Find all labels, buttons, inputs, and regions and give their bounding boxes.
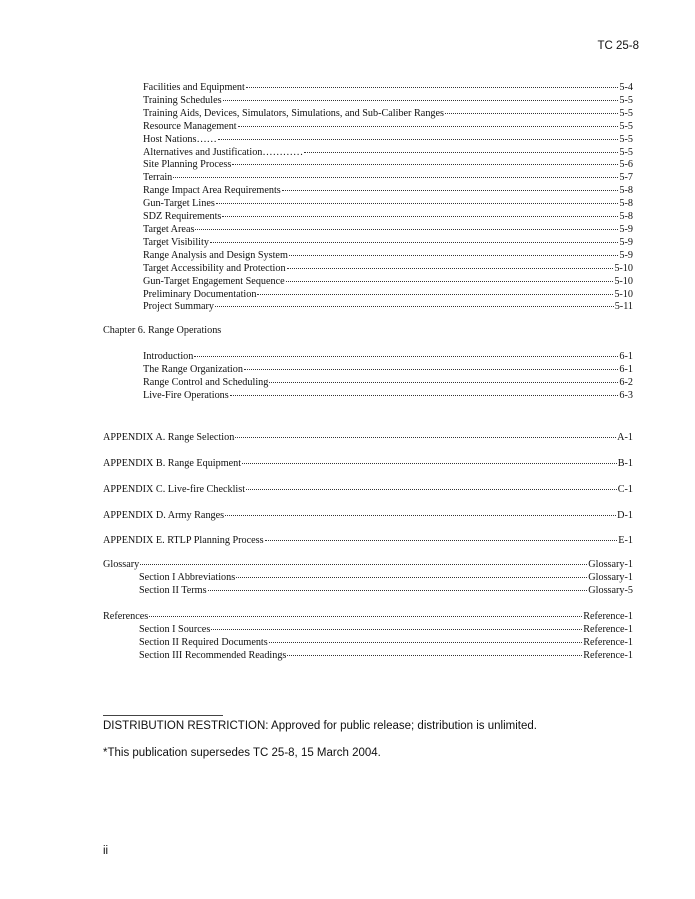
toc-entry[interactable] [143,95,633,108]
document-id: TC 25-8 [597,40,639,52]
dot-leader [215,305,614,307]
toc-entry[interactable] [143,82,633,95]
toc-entry-title: The Range Organization [143,364,243,376]
toc-entry-title: Target Areas [143,223,195,235]
toc-references-section[interactable] [103,650,633,663]
toc-entry-page: 5-7 [619,172,633,184]
toc-entry-title: Site Planning Process [143,159,232,171]
toc-entry[interactable] [143,289,633,302]
toc-entry[interactable] [143,211,633,224]
toc-entry-title: APPENDIX A. Range Selection [103,431,235,443]
toc-entry-page: 5-10 [614,262,633,274]
toc-entry-page: B-1 [617,457,633,469]
toc-entry-title: Range Impact Area Requirements [143,185,281,197]
dot-leader [232,163,618,165]
dot-leader [246,86,619,88]
toc-entry-title: Glossary [103,559,140,571]
toc-entry-page: 5-5 [619,94,633,106]
toc-entry[interactable] [143,108,633,121]
toc-appendix-d[interactable] [103,510,633,523]
toc-entry-page: Glossary-5 [588,585,633,597]
toc-entry[interactable] [143,224,633,237]
dot-leader [289,254,619,256]
toc-entry-page: 5-5 [619,107,633,119]
toc-entry-page: 5-5 [619,133,633,145]
toc-entry-title: Target Accessibility and Protection [143,262,286,274]
dot-leader [282,189,619,191]
toc-entry[interactable] [143,185,633,198]
dot-leader [195,228,618,230]
toc-entry-title: Facilities and Equipment [143,82,245,93]
dot-leader [304,151,618,153]
toc-entry-page: E-1 [618,535,633,547]
dot-leader [238,125,619,127]
toc-entry[interactable] [143,237,633,250]
page-number: ii [103,845,109,857]
dot-leader [140,563,587,565]
toc-glossary-section[interactable] [103,585,633,598]
toc-entry-page: 5-4 [619,82,633,93]
toc-references-section[interactable] [103,624,633,637]
chapter5-entries [103,82,633,314]
toc-entry-page: Reference-1 [583,624,633,635]
toc-entry-title: Terrain [143,172,173,184]
toc-references-section[interactable] [103,637,633,650]
toc-appendix-c[interactable] [103,484,633,497]
toc-entry-page: Reference-1 [583,649,633,661]
dot-leader [257,293,613,295]
toc-entry-page: 5-6 [619,159,633,171]
toc-entry-title: Training Schedules [143,94,222,106]
dot-leader [235,436,616,438]
toc-entry-page: 5-9 [619,223,633,235]
dot-leader [210,241,618,243]
toc-entry-title: Range Analysis and Design System [143,249,288,261]
toc-entry[interactable] [143,301,633,314]
toc-entry-page: 5-11 [614,301,633,313]
toc-entry[interactable] [143,172,633,185]
toc-entry-page: 5-8 [619,185,633,197]
dot-leader [244,368,618,370]
dot-leader [265,539,618,541]
supersedes-note: *This publication supersedes TC 25-8, 15 March 2004. [103,747,381,759]
toc-entry-title: Preliminary Documentation [143,288,257,300]
dot-leader [269,641,582,643]
dot-leader [222,215,618,217]
dot-leader [208,589,588,591]
toc-entry-title: Section I Sources [139,624,211,635]
toc-entry-page: D-1 [617,509,633,521]
dot-leader [223,99,619,101]
distribution-restriction: DISTRIBUTION RESTRICTION: Approved for public release; distribution is unlimited. [103,720,537,732]
toc-entry[interactable] [143,276,633,289]
toc-entry-title: Live-Fire Operations [143,389,229,401]
toc-entry-title: Target Visibility [143,236,209,248]
toc-entry-page: C-1 [617,483,633,495]
toc-entry-page: 6-1 [619,364,633,376]
toc-appendix-b[interactable] [103,458,633,471]
toc-glossary[interactable] [103,559,633,572]
toc-entry-page: Glossary-1 [588,559,633,571]
dot-leader [445,112,618,114]
chapter6-entries [103,351,633,403]
toc-entry[interactable] [143,263,633,276]
toc-entry-title: Section I Abbreviations [139,572,236,584]
footnote-divider [103,715,223,716]
chapter6-heading: Chapter 6. Range Operations [103,325,222,337]
toc-entry-title: APPENDIX B. Range Equipment [103,457,242,469]
toc-entry-title: Training Aids, Devices, Simulators, Simulations, and Sub-Caliber Ranges [143,107,444,119]
dot-leader [149,615,582,617]
toc-entry-page: 6-1 [619,351,633,363]
toc-entry-page: 5-5 [619,146,633,158]
dot-leader [287,267,614,269]
toc-entry-title: Section II Required Documents [139,636,268,648]
toc-entry-title: SDZ Requirements [143,211,222,223]
dot-leader [287,654,582,656]
dot-leader [242,462,617,464]
dot-leader [269,381,618,383]
toc-glossary-section[interactable] [103,572,633,585]
toc-entry[interactable] [143,390,633,403]
toc-entry[interactable] [143,351,633,364]
toc-entry[interactable] [143,147,633,160]
toc-entry-page: 5-10 [614,275,633,287]
table-of-contents [103,82,633,663]
toc-entry-title: Resource Management [143,120,237,132]
toc-entry-page: 6-3 [619,389,633,401]
toc-entry-title: Host Nations…… [143,133,217,145]
toc-entry[interactable] [143,250,633,263]
toc-entry[interactable] [143,364,633,377]
toc-appendix-e[interactable] [103,535,633,548]
toc-entry-page: 6-2 [619,377,633,389]
dot-leader [246,488,617,490]
dot-leader [173,176,618,178]
toc-entry-page: 5-9 [619,236,633,248]
toc-entry[interactable] [143,377,633,390]
references-group [103,611,633,663]
toc-entry-title: Section III Recommended Readings [139,649,287,661]
toc-entry-page: Reference-1 [583,636,633,648]
dot-leader [236,576,587,578]
toc-entry-title: References [103,611,149,623]
toc-entry-page: 5-5 [619,120,633,132]
toc-appendix-a[interactable] [103,432,633,445]
toc-entry[interactable] [143,134,633,147]
toc-entry-page: 5-8 [619,198,633,210]
toc-entry-title: Range Control and Scheduling [143,377,269,389]
toc-entry-title: Gun-Target Lines [143,198,215,210]
dot-leader [218,138,619,140]
dot-leader [194,355,618,357]
toc-entry-page: 5-9 [619,249,633,261]
toc-entry-title: APPENDIX E. RTLP Planning Process [103,535,264,547]
toc-references[interactable] [103,611,633,624]
dot-leader [211,628,582,630]
toc-entry-page: 5-8 [619,211,633,223]
toc-entry-title: Introduction [143,351,194,363]
toc-entry-page: 5-10 [614,288,633,300]
toc-entry[interactable] [143,121,633,134]
toc-entry-title: Section II Terms [139,585,207,597]
toc-entry-title: Gun-Target Engagement Sequence [143,275,285,287]
toc-entry-page: Reference-1 [583,611,633,623]
toc-entry-title: APPENDIX C. Live-fire Checklist [103,483,246,495]
toc-entry-page: A-1 [617,431,633,443]
dot-leader [225,514,616,516]
toc-entry-title: APPENDIX D. Army Ranges [103,509,225,521]
dot-leader [286,280,614,282]
toc-entry[interactable] [143,198,633,211]
toc-entry-title: Alternatives and Justification………… [143,146,304,158]
glossary-group [103,559,633,598]
toc-entry-title: Project Summary [143,301,215,313]
dot-leader [216,202,619,204]
toc-entry[interactable] [143,159,633,172]
toc-entry-page: Glossary-1 [588,572,633,584]
dot-leader [230,394,619,396]
